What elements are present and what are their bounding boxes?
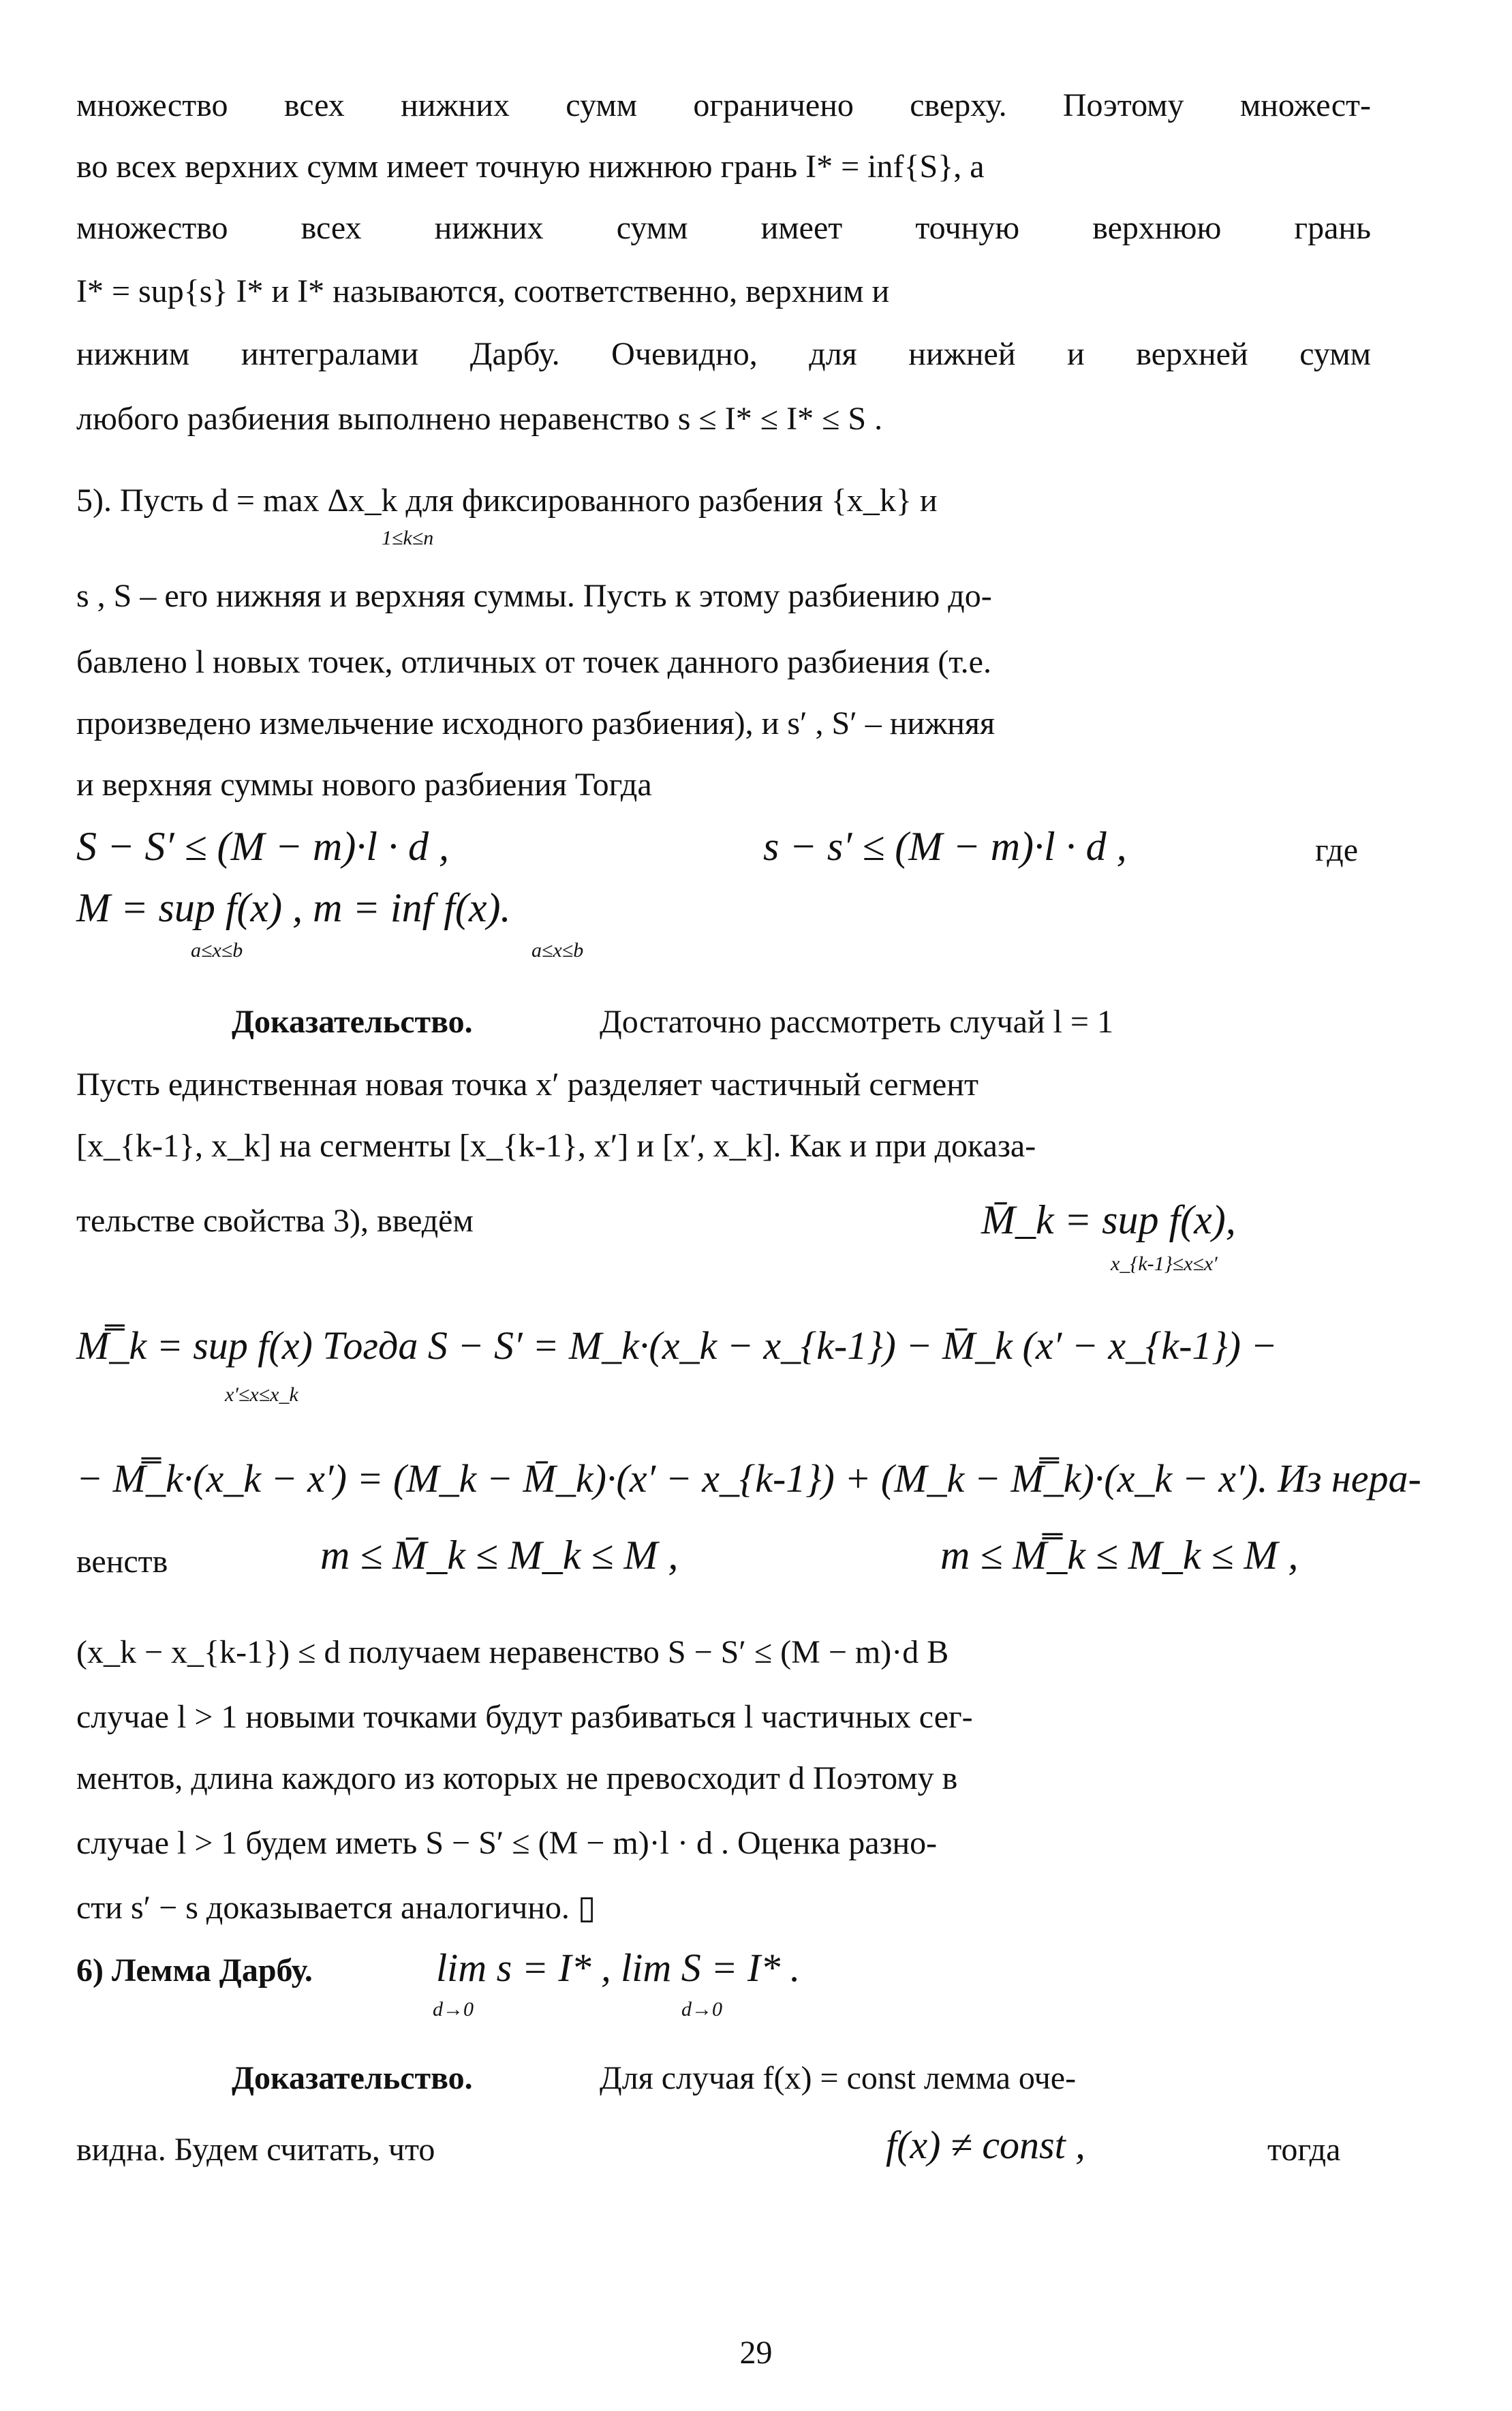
text-line-2: во всех верхних сумм имеет точную нижнюю грань I* = inf{S}, а	[76, 149, 985, 185]
text-line-18: [x_{k-1}, x_k] на сегменты [x_{k-1}, x′] и [x′, x_k]. Как и при доказа-	[76, 1128, 1036, 1164]
formula-lemma: lim s = I* , lim S = I* .	[436, 1946, 801, 1990]
text-line-1: множество всех нижних сумм ограничено сверху. Поэтому множест-	[76, 87, 1371, 123]
text-line-6: любого разбиения выполнено неравенство s ≤ I* ≤ I* ≤ S .	[76, 401, 883, 437]
text-line-23: венств	[76, 1544, 168, 1580]
text-line-5: нижним интегралами Дарбу. Очевидно, для нижней и верхней сумм	[76, 336, 1371, 372]
text-line-35: видна. Будем считать, что	[76, 2132, 435, 2168]
text-line-17: Пусть единственная новая точка x′ разделяет частичный сегмент	[76, 1066, 978, 1103]
lim-subscript-2: d→0	[681, 1998, 722, 2021]
formula-M-m: M = sup f(x) , m = inf f(x).	[76, 885, 511, 930]
formula-expansion: − M̿_k·(x_k − x′) = (M_k − M̄_k)·(x′ − x_{k-1}) + (M_k − M̿_k)·(x_k − x′). Из нера-	[76, 1456, 1421, 1501]
text-line-10: произведено измельчение исходного разбиения), и s′ , S′ – нижняя	[76, 705, 996, 741]
formula-ineq-1: m ≤ M̄_k ≤ M_k ≤ M ,	[320, 1533, 679, 1578]
formula-M-doublebar: M̿_k = sup f(x) Тогда S − S′ = M_k·(x_k − x_{k-1}) − M̄_k (x′ − x_{k-1}) −	[76, 1323, 1278, 1368]
text-line-34: Для случая f(x) = const лемма оче-	[600, 2060, 1077, 2096]
text-line-29: случае l > 1 будем иметь S − S′ ≤ (M − m)·l · d . Оценка разно-	[76, 1825, 938, 1861]
text-line-9: бавлено l новых точек, отличных от точек данного разбиения (т.е.	[76, 644, 991, 680]
text-line-16: Достаточно рассмотреть случай l = 1	[600, 1004, 1113, 1040]
text-line-8: s , S – его нижняя и верхняя суммы. Пусть к этому разбиению до-	[76, 578, 992, 614]
sup-subscript: a≤x≤b	[191, 939, 243, 962]
text-line-30: сти s′ − s доказывается аналогично. ▯	[76, 1890, 596, 1926]
text-line-11: и верхняя суммы нового разбиения Тогда	[76, 767, 652, 803]
proof-heading-1: Доказательство.	[232, 1004, 473, 1040]
text-line-26: (x_k − x_{k-1}) ≤ d получаем неравенство S − S′ ≤ (M − m)·d В	[76, 1634, 949, 1670]
text-line-7: 5). Пусть d = max Δx_k для фиксированного разбения {x_k} и	[76, 482, 938, 519]
text-then: тогда	[1267, 2132, 1341, 2168]
page-number: 29	[739, 2335, 773, 2371]
formula-ineq-2: m ≤ M̿_k ≤ M_k ≤ M ,	[940, 1533, 1299, 1578]
inf-subscript: a≤x≤b	[531, 939, 584, 962]
lim-subscript-1: d→0	[433, 1998, 474, 2021]
text-line-28: ментов, длина каждого из которых не превосходит d Поэтому в	[76, 1760, 958, 1796]
formula-s-s-prime: s − s′ ≤ (M − m)·l · d ,	[763, 824, 1127, 869]
text-line-19: тельстве свойства 3), введём	[76, 1203, 474, 1239]
text-line-27: случае l > 1 новыми точками будут разбиваться l частичных сег-	[76, 1699, 973, 1735]
sup-subscript-k1: x_{k-1}≤x≤x′	[1111, 1253, 1218, 1275]
proof-heading-2: Доказательство.	[232, 2060, 473, 2096]
text-line-4: I* = sup{s} I* и I* называются, соответственно, верхним и	[76, 273, 890, 309]
max-subscript: 1≤k≤n	[382, 527, 434, 549]
lemma-heading: 6) Лемма Дарбу.	[76, 1952, 313, 1988]
formula-S-S-prime: S − S′ ≤ (M − m)·l · d ,	[76, 824, 449, 869]
formula-M-bar: M̄_k = sup f(x),	[981, 1197, 1236, 1242]
text-line-3: множество всех нижних сумм имеет точную верхнюю грань	[76, 210, 1371, 246]
sup-subscript-k2: x′≤x≤x_k	[225, 1383, 298, 1406]
formula-f-not-const: f(x) ≠ const ,	[886, 2123, 1085, 2167]
text-where: где	[1315, 832, 1359, 868]
